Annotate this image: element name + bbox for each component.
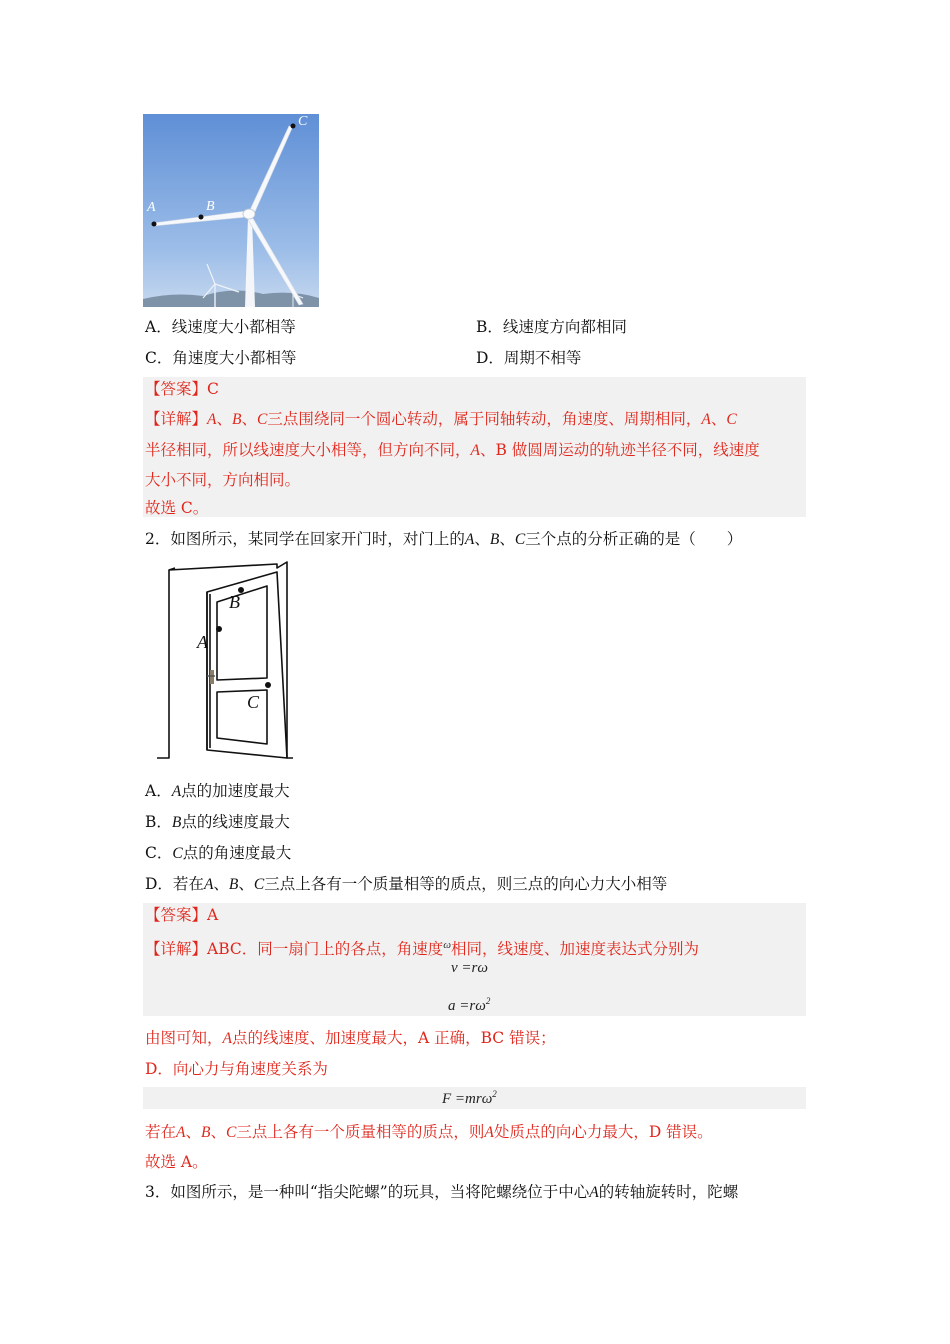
q2-option-a[interactable]: A．A点的加速度最大: [145, 782, 290, 800]
q2-detail-line3: D．向心力与角速度关系为: [145, 1060, 328, 1078]
door-label-a: A: [197, 632, 208, 652]
point-a: [152, 222, 157, 227]
door-point-c: [265, 682, 271, 688]
door-label-b: B: [229, 592, 240, 612]
q2-answer: 【答案】A: [145, 906, 219, 924]
turbine-label-c: C: [298, 114, 308, 129]
q1-option-b[interactable]: B．线速度方向都相同: [476, 318, 627, 336]
q1-option-c[interactable]: C．角速度大小都相等: [145, 349, 297, 367]
door-figure: [155, 560, 295, 765]
q2-equation-f: F =mrω$^2$: [442, 1089, 497, 1107]
q2-option-d[interactable]: D．若在A、B、C三点上各有一个质量相等的质点，则三点的向心力大小相等: [145, 875, 668, 893]
q3-stem: 3．如图所示，是一种叫“指尖陀螺”的玩具，当将陀螺绕位于中心A的转轴旋转时，陀螺: [145, 1183, 739, 1201]
q2-option-c[interactable]: C．C点的角速度最大: [145, 844, 292, 862]
door-drawing: [155, 560, 295, 765]
q1-detail-line1: 【详解】A、B、C三点围绕同一个圆心转动，属于同轴转动，角速度、周期相同，A、C: [145, 410, 737, 428]
q2-detail-line2: 由图可知，A点的线速度、加速度最大，A 正确，BC 错误；: [145, 1029, 556, 1047]
q2-detail-line4: 若在A、B、C三点上各有一个质量相等的质点，则A处质点的向心力最大，D 错误。: [145, 1123, 713, 1141]
point-c: [291, 124, 296, 129]
point-b: [199, 215, 204, 220]
door-point-a: [216, 626, 222, 632]
q1-detail-line4: 故选 C。: [145, 499, 209, 517]
q2-detail-line1: 【详解】ABC．同一扇门上的各点，角速度$^\omega$相同，线速度、加速度表达式分别为: [145, 939, 700, 958]
q2-detail-line5: 故选 A。: [145, 1153, 208, 1171]
q1-answer: 【答案】C: [145, 380, 219, 398]
q2-option-b[interactable]: B．B点的线速度最大: [145, 813, 290, 831]
q1-option-a[interactable]: A．线速度大小都相等: [145, 318, 296, 336]
q2-equation-a: $a =r\omega^2$: [448, 996, 491, 1014]
q2-equation-v: v =rω: [451, 960, 488, 976]
q2-stem: 2．如图所示，某同学在回家开门时，对门上的A、B、C三个点的分析正确的是（ ）: [145, 530, 743, 548]
wind-turbine-figure: [143, 114, 319, 307]
wind-turbine-image: [143, 114, 319, 307]
turbine-label-a: A: [147, 200, 156, 215]
turbine-label-b: B: [206, 199, 215, 214]
q1-option-d[interactable]: D．周期不相等: [476, 349, 582, 367]
door-label-c: C: [247, 692, 260, 712]
q1-detail-line2: 半径相同，所以线速度大小相等，但方向不同，A、B 做圆周运动的轨迹半径不同，线速度: [145, 441, 760, 459]
q1-detail-line3: 大小不同，方向相同。: [145, 471, 301, 489]
